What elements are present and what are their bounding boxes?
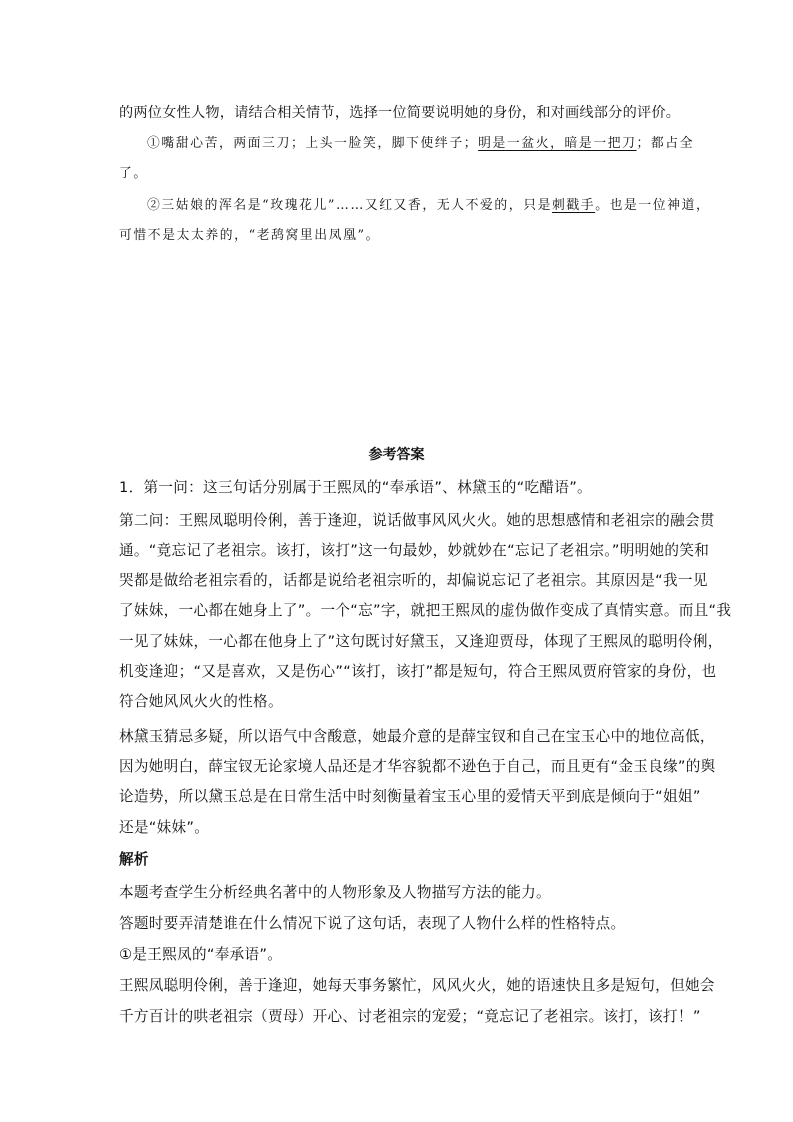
- analysis-line-2: 答题时要弄清楚谁在什么情况下说了这句话，表现了人物什么样的性格特点。: [119, 915, 626, 932]
- quote-2-continued: 可惜不是太太养的，“老鸹窝里出凤凰”。: [119, 228, 381, 243]
- answer-p3-line-2: 因为她明白，薛宝钗无论家境人品还是才华容貌都不逊色于自己，而且更有“金玉良缘”的舆: [119, 758, 716, 775]
- quote-1-continued: 了。: [119, 166, 148, 181]
- answer-p2-line-7: 符合她风风火火的性格。: [119, 693, 283, 710]
- quote-2-pre: ②三姑娘的浑名是“玫瑰花儿”……又红又香，无人不爱的，只是: [147, 198, 552, 213]
- analysis-title: 解析: [119, 851, 149, 868]
- question-text-line: 的两位女性人物，请结合相关情节，选择一位简要说明她的身份，和对画线部分的评价。: [119, 105, 681, 121]
- answer-p2-line-6: 机变逢迎；“又是喜欢，又是伤心”“该打，该打”都是短句，符合王熙凤贾府管家的身份，也: [119, 663, 717, 680]
- quote-2-underlined: 刺戳手: [552, 198, 596, 213]
- analysis-line-4: 王熙凤聪明伶俐，善于逢迎，她每天事务繁忙，风风火火，她的语速快且多是短句，但她会: [119, 977, 715, 994]
- answer-p1: 1．第一问：这三句话分别属于王熙凤的“奉承语”、林黛玉的“吃醋语”。: [119, 479, 592, 496]
- analysis-line-3: ①是王熙凤的“奉承语”。: [119, 946, 283, 963]
- answer-p3-line-1: 林黛玉猜忌多疑，所以语气中含酸意，她最介意的是薛宝钗和自己在宝玉心中的地位高低，: [119, 728, 715, 745]
- answer-p2-line-2: 通。“竟忘记了老祖宗。该打，该打”这一句最妙，妙就妙在“忘记了老祖宗。”明明她的笑和: [119, 542, 710, 559]
- quote-2: [147, 196, 710, 216]
- analysis-line-1: 本题考查学生分析经典名著中的人物形象及人物描写方法的能力。: [119, 884, 551, 901]
- answer-p2-line-1: 第二问：王熙凤聪明伶俐，善于逢迎，说话做事风风火火。她的思想感情和老祖宗的融会贯: [119, 512, 715, 529]
- quote-1-pre: ①嘴甜心苦，两面三刀；上头一脸笑，脚下使绊子；: [147, 136, 479, 151]
- answer-p2-line-3: 哭都是做给老祖宗看的，话都是说给老祖宗听的，却偏说忘记了老祖宗。其原因是“我一见: [119, 572, 708, 589]
- answer-p3-line-4: 还是“妹妹”。: [119, 819, 210, 836]
- quote-1: [147, 134, 694, 154]
- answer-title: 参考答案: [368, 447, 425, 463]
- analysis-line-5: 千方百计的哄老祖宗（贾母）开心、讨老祖宗的宠爱；“竟忘记了老祖宗。该打，该打！”: [119, 1008, 701, 1025]
- answer-p2-line-4: 了妹妹，一心都在她身上了”。一个“忘”字，就把王熙凤的虚伪做作变成了真情实意。而且“我: [119, 602, 732, 619]
- answer-p2-line-5: 一见了妹妹，一心都在他身上了”这句既讨好黛玉，又逢迎贾母，体现了王熙凤的聪明伶俐，: [119, 633, 723, 650]
- quote-1-underlined: 明是一盆火，暗是一把刀: [478, 136, 637, 151]
- answer-p3-line-3: 论造势，所以黛玉总是在日常生活中时刻衡量着宝玉心里的爱情天平到底是倾向于“姐姐”: [119, 788, 701, 805]
- quote-2-post: 。也是一位神道，: [595, 198, 711, 213]
- quote-1-post: ；都占全: [636, 136, 695, 151]
